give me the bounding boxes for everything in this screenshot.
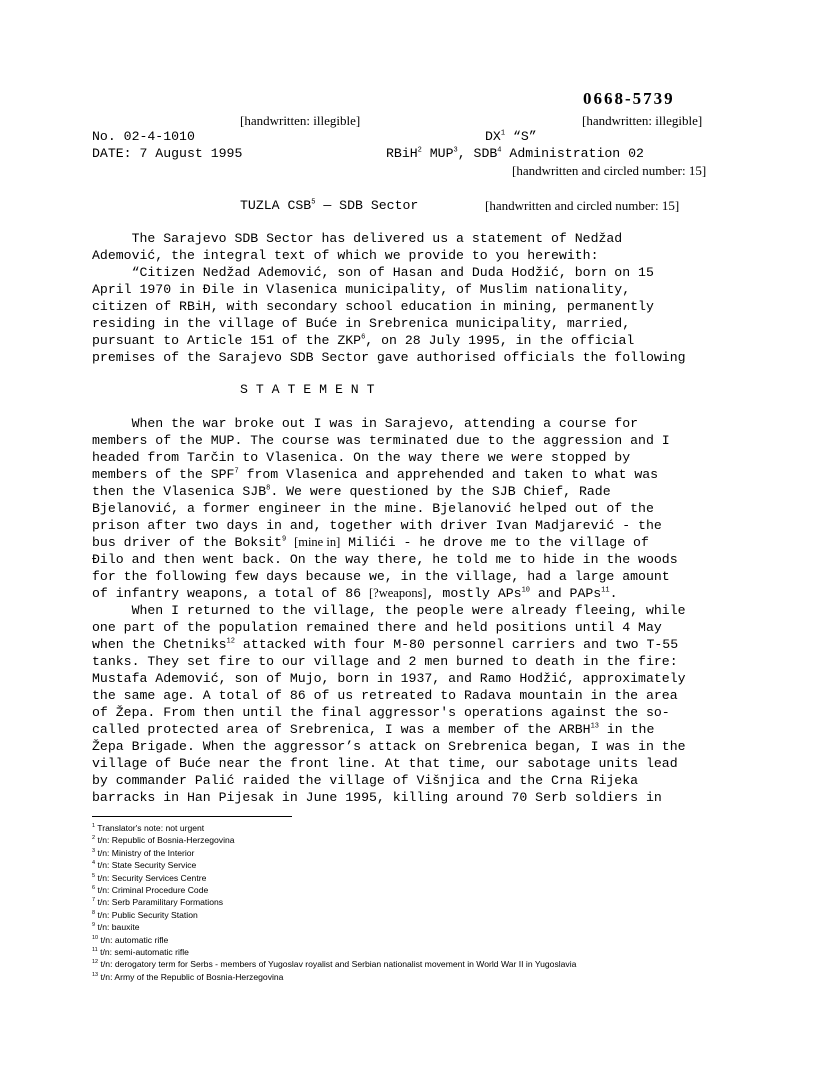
footnote: $^4$ t/n: State Security Service	[92, 860, 197, 871]
footnote: $^9$ t/n: bauxite	[92, 922, 140, 933]
text-line: “Citizen Nedžad Ademović, son of Hasan and Duda Hodžić, born on 15	[92, 265, 654, 280]
footnote: $^{11}$ t/n: semi-automatic rifle	[92, 947, 189, 958]
handwritten-note-left: [handwritten: illegible]	[240, 113, 361, 128]
footnote: $^6$ t/n: Criminal Procedure Code	[92, 885, 209, 896]
translator-insertion: [?weapons]	[368, 586, 427, 600]
text-line: called protected area of Srebrenica, I was a member of the ARBH$^{13}$ in the	[92, 722, 655, 737]
text-line: barracks in Han Pijesak in June 1995, killing around 70 Serb soldiers in	[92, 790, 662, 805]
text-line: The Sarajevo SDB Sector has delivered us a statement of Nedžad	[92, 231, 623, 246]
footnote: $^{10}$ t/n: automatic rifle	[92, 934, 169, 945]
text-line: When I returned to the village, the people were already fleeing, while	[92, 603, 686, 618]
document-date: DATE: 7 August 1995	[92, 146, 243, 161]
footnote: $^2$ t/n: Republic of Bosnia-Herzegovina	[92, 835, 235, 846]
text-line: then the Vlasenica SJB$^8$. We were questioned by the SJB Chief, Rade	[92, 484, 611, 499]
translator-insertion: [mine in]	[294, 535, 341, 549]
text-line: pursuant to Article 151 of the ZKP$^6$, on 28 July 1995, in the official	[92, 333, 635, 348]
footnote: $^5$ t/n: Security Services Centre	[92, 872, 207, 883]
sender-organization: RBiH$^2$ MUP$^3$, SDB$^4$ Administration 02	[386, 146, 644, 161]
text-line: of Žepa. From then until the final aggressor's operations against the so-	[92, 705, 670, 720]
text-line: when the Chetniks$^{12}$ attacked with four M-80 personnel carriers and two T-55	[92, 637, 679, 652]
text-line: for the following few days because we, in the village, had a large amount	[92, 569, 670, 584]
text-line: premises of the Sarajevo SDB Sector gave authorised officials the following	[92, 350, 686, 365]
footnote: $^3$ t/n: Ministry of the Interior	[92, 847, 195, 858]
footnote: $^8$ t/n: Public Security Station	[92, 909, 198, 920]
text-line: headed from Tarčin to Vlasenica. On the way there we were stopped by	[92, 450, 631, 465]
text-line: members of the MUP. The course was terminated due to the aggression and I	[92, 433, 670, 448]
footnotes	[92, 822, 576, 983]
statement-body	[92, 415, 732, 806]
document-number: 0668-5739	[583, 89, 675, 108]
text-line: citizen of RBiH, with secondary school education in mining, permanently	[92, 299, 654, 314]
text-line: the same age. A total of 86 of us retreated to Radava mountain in the area	[92, 688, 678, 703]
text-line: one part of the population remained there and held positions until 4 May	[92, 620, 662, 635]
text-line: members of the SPF$^7$ from Vlasenica and apprehended and taken to what was	[92, 467, 659, 482]
text-line: by commander Palić raided the village of Višnjica and the Crna Rijeka	[92, 773, 639, 788]
footnote: $^{12}$ t/n: derogatory term for Serbs - members of Yugoslav royalist and Serbian nationalist movement in World War II in Yugoslavia	[92, 959, 577, 970]
text-line: of infantry weapons, a total of 86 [?weapons], mostly APs$^{10}$ and PAPs$^{11}$.	[92, 586, 618, 601]
text-line: bus driver of the Boksit$^9$ [mine in] Milići - he drove me to the village of	[92, 535, 649, 550]
recipient: TUZLA CSB$^5$ — SDB Sector	[240, 198, 419, 213]
text-line: prison after two days in and, together with driver Ivan Madjarević - the	[92, 518, 662, 533]
circled-number-note-2: [handwritten and circled number: 15]	[485, 198, 680, 213]
text-line: village of Buće near the front line. At that time, our sabotage units lead	[92, 756, 678, 771]
circled-number-note-1: [handwritten and circled number: 15]	[512, 163, 707, 178]
handwritten-note-right: [handwritten: illegible]	[582, 113, 703, 128]
statement-heading: S T A T E M E N T	[240, 382, 375, 397]
reference-number: No. 02-4-1010	[92, 129, 195, 144]
text-line: Ademović, the integral text of which we provide to you herewith:	[92, 248, 599, 263]
footnote: $^7$ t/n: Serb Paramilitary Formations	[92, 897, 224, 908]
intro-paragraph	[92, 230, 732, 366]
dx-classification: $DX^1$ “S”	[485, 129, 537, 144]
text-line: tanks. They set fire to our village and 2 men burned to death in the fire:	[92, 654, 678, 669]
footnote-separator	[92, 816, 292, 817]
text-line: Mustafa Ademović, son of Mujo, born in 1937, and Ramo Hodžić, approximately	[92, 671, 686, 686]
footnote: $^1$ Translator's note: not urgent	[92, 823, 205, 833]
text-line: When the war broke out I was in Sarajevo, attending a course for	[92, 416, 639, 431]
text-line: Žepa Brigade. When the aggressor’s attack on Srebrenica began, I was in the	[92, 739, 686, 754]
text-line: April 1970 in Đile in Vlasenica municipality, of Muslim nationality,	[92, 282, 631, 297]
text-line: Bjelanović, a former engineer in the mine. Bjelanović helped out of the	[92, 501, 654, 516]
text-line: Đilo and then went back. On the way there, he told me to hide in the woods	[92, 552, 678, 567]
footnote: $^{13}$ t/n: Army of the Republic of Bosnia-Herzegovina	[92, 971, 284, 982]
text-line: residing in the village of Buće in Srebrenica municipality, married,	[92, 316, 631, 331]
